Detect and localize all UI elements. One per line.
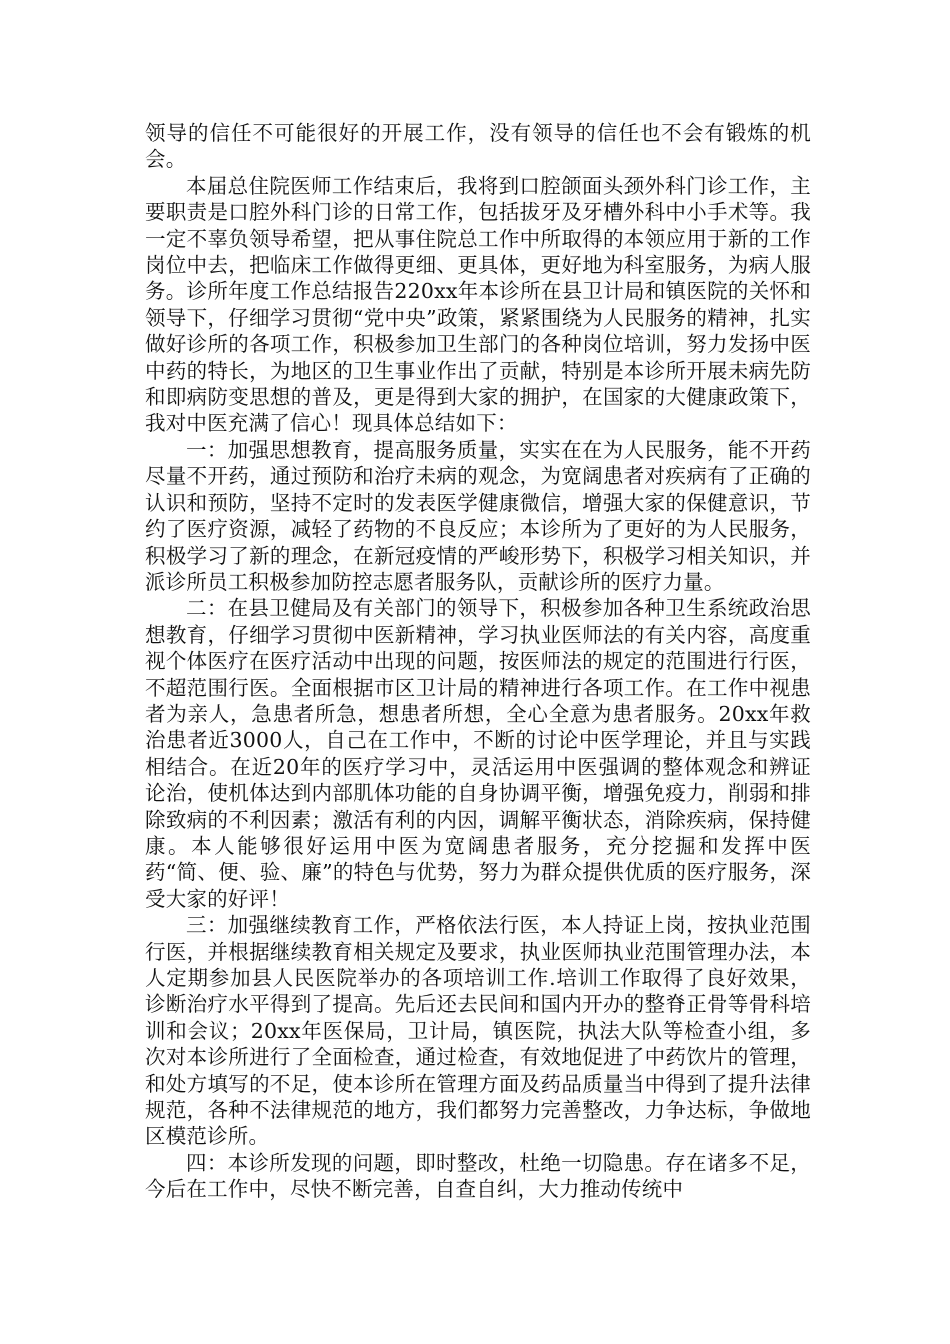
document-body xyxy=(145,120,811,1203)
paragraph-2: 本届总住院医师工作结束后，我将到口腔颌面头颈外科门诊工作，主要职责是口腔外科门诊的日常工作，包括拔牙及牙槽外科中小手术等。我一定不辜负领导希望，把从事住院总工作中所取得的本领应用于新的工作岗位中去，把临床工作做得更细、更具体，更好地为科室服务，为病人服务。诊所年度工作总结报告220xx年本诊所在县卫计局和镇医院的关怀和领导下，仔细学习贯彻“党中央”政策，紧紧围绕为人民服务的精神，扎实做好诊所的各项工作，积极参加卫生部门的各种岗位培训，努力发扬中医中药的特长，为地区的卫生事业作出了贡献，特别是本诊所开展未病先防和即病防变思想的普及，更是得到大家的拥护，在国家的大健康政策下，我对中医充满了信心！现具体总结如下： xyxy=(145,173,811,436)
paragraph-1: 领导的信任不可能很好的开展工作，没有领导的信任也不会有锻炼的机会。 xyxy=(145,121,811,172)
paragraph-6: 四：本诊所发现的问题，即时整改，杜绝一切隐患。存在诸多不足，今后在工作中，尽快不断完善，自查自纠，大力推动传统中 xyxy=(145,1150,811,1202)
paragraph-4: 二：在县卫健局及有关部门的领导下，积极参加各种卫生系统政治思想教育，仔细学习贯彻中医新精神，学习执业医师法的有关内容，高度重视个体医疗在医疗活动中出现的问题，按医师法的规定的范围进行行医，不超范围行医。全面根据市区卫计局的精神进行各项工作。在工作中视患者为亲人，急患者所急，想患者所想，全心全意为患者服务。20xx年救治患者近3000人，自己在工作中，不断的讨论中医学理论，并且与实践相结合。在近20年的医疗学习中，灵活运用中医强调的整体观念和辨证论治，使机体达到内部肌体功能的自身协调平衡，增强免疫力，削弱和排除致病的不利因素；激活有利的内因，调解平衡状态，消除疾病，保持健康。本人能够很好运用中医为宽阔患者服务，充分挖掘和发挥中医药“简、便、验、廉”的特色与优势，努力为群众提供优质的医疗服务，深受大家的好评！ xyxy=(145,596,811,911)
paragraph-3: 一：加强思想教育，提高服务质量，实实在在为人民服务，能不开药尽量不开药，通过预防和治疗未病的观念，为宽阔患者对疾病有了正确的认识和预防，坚持不定时的发表医学健康微信，增强大家的保健意识，节约了医疗资源，减轻了药物的不良反应；本诊所为了更好的为人民服务，积极学习了新的理念，在新冠疫情的严峻形势下，积极学习相关知识，并派诊所员工积极参加防控志愿者服务队，贡献诊所的医疗力量。 xyxy=(145,437,811,594)
paragraph-5: 三：加强继续教育工作，严格依法行医，本人持证上岗，按执业范围行医，并根据继续教育相关规定及要求，执业医师执业范围管理办法，本人定期参加县人民医院举办的各项培训工作.培训工作取得了良好效果，诊断治疗水平得到了提高。先后还去民间和国内开办的整脊正骨等骨科培训和会议；20xx年医保局，卫计局，镇医院，执法大队等检查小组，多次对本诊所进行了全面检查，通过检查，有效地促进了中药饮片的管理，和处方填写的不足，使本诊所在管理方面及药品质量当中得到了提升法律规范，各种不法律规范的地方，我们都努力完善整改，力争达标，争做地区模范诊所。 xyxy=(145,913,811,1149)
